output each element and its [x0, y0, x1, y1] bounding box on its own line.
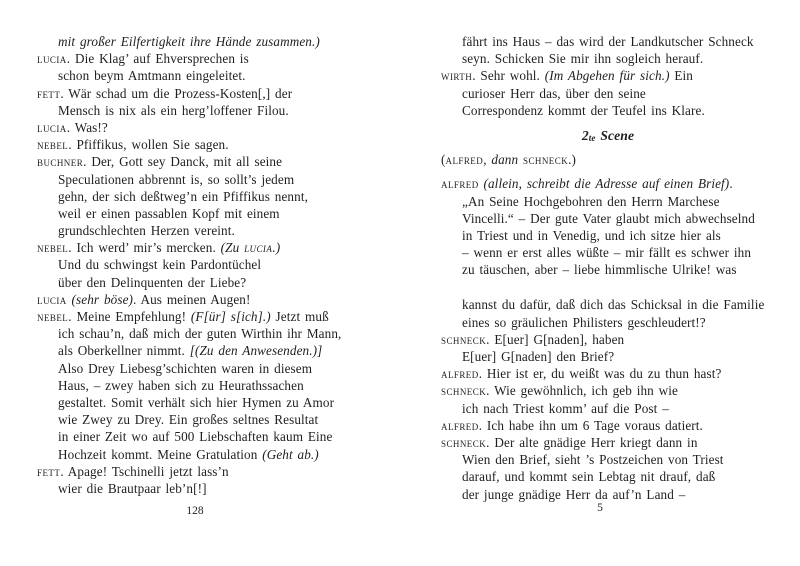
text-segment: E[uer] G[naden] den Brief? [462, 349, 615, 364]
left-page [37, 33, 399, 497]
text-segment: (F[ür] s[ich].) [190, 309, 271, 324]
text-segment: [(Zu den Anwesenden.)] [189, 343, 323, 359]
text-segment: . Wär schad um die Prozess-Kosten[,] der [60, 85, 293, 101]
text-line [37, 480, 399, 497]
text-segment: – wenn er erst alles wüßte – mir fällt es schwer ihn [462, 245, 752, 261]
text-segment: ich schau’n, daß mich der guten Wirthin ihr Mann, [58, 326, 342, 342]
text-line [37, 342, 399, 359]
text-line [37, 428, 399, 445]
text-segment: . Sehr wohl. [472, 68, 545, 84]
text-line [441, 227, 789, 244]
text-segment: lucia [37, 291, 67, 307]
text-line [441, 468, 789, 485]
text-line [441, 67, 789, 84]
vertical-space [441, 278, 789, 296]
text-segment: 2 [581, 127, 589, 143]
text-segment: nebel [37, 240, 69, 256]
text-segment: fährt ins Haus – das wird der Landkutscher Schneck [462, 34, 754, 49]
text-line [441, 348, 789, 365]
text-line [37, 119, 399, 136]
text-line [441, 244, 789, 261]
text-segment: gestaltet. Somit verhält sich hier Hymen zu Amor [58, 394, 335, 410]
text-segment: alfred [441, 176, 479, 192]
text-line [37, 446, 399, 463]
text-segment: schneck [441, 383, 487, 399]
text-segment: Jetzt muß [270, 309, 329, 324]
text-line [37, 153, 399, 170]
text-segment: lucia [244, 240, 273, 256]
vertical-space [441, 168, 789, 175]
text-line [441, 365, 789, 382]
text-segment: alfred [441, 366, 479, 382]
text-segment: . Der, Gott sey Danck, mit all seine [83, 154, 283, 170]
text-line [37, 85, 399, 102]
text-line [37, 188, 399, 205]
text-segment: buchner [37, 154, 84, 170]
text-segment: . Der alte gnädige Herr kriegt dann in [486, 434, 698, 450]
text-segment: Also Drey Liebesg’schichten waren in diesem [58, 360, 313, 376]
text-segment: darauf, und kommt sein Lebtag nit drauf, daß [462, 469, 716, 485]
text-segment: „An Seine Hochgebohren den Herrn Marchese [462, 193, 720, 209]
text-segment: Scene [595, 127, 635, 143]
text-line [441, 151, 789, 168]
text-line [37, 394, 399, 411]
text-line [441, 331, 789, 348]
text-segment: gehn, der sich deßtweg’n ein Pfiffikus nennt, [58, 188, 308, 204]
text-line [37, 171, 399, 188]
text-line [37, 239, 399, 256]
text-segment: . Aus meinen Augen! [133, 291, 251, 307]
text-segment: dann [491, 152, 519, 168]
text-segment: fett [37, 463, 61, 479]
text-segment: Wien den Brief, sieht ’s Postzeichen von Triest [462, 452, 724, 468]
text-line [441, 261, 789, 278]
text-segment: Ein [669, 68, 693, 84]
text-segment: . Apage! Tschinelli jetzt lass’n [60, 463, 229, 479]
text-line [37, 463, 399, 480]
text-segment: Hochzeit kommt. Meine Gratulation [58, 446, 263, 462]
text-segment: weil er einen passablen Kopf mit einem [58, 205, 280, 221]
text-line [37, 205, 399, 222]
text-segment: , [483, 152, 492, 168]
vertical-space [441, 119, 789, 127]
left-page-number: 128 [186, 505, 204, 517]
text-segment: Correspondenz kommt der Teufel ins Klare. [462, 102, 705, 118]
text-segment: schon beym Amtmann eingeleitet. [58, 68, 246, 84]
text-line [441, 486, 789, 503]
right-page-number: 5 [597, 502, 603, 514]
text-line [441, 434, 789, 451]
text-segment: fett [37, 85, 61, 101]
text-segment: Und du schwingst kein Pardontüchel [58, 257, 262, 273]
text-segment: in Triest und in Venedig, und ich sitze hier als [462, 227, 721, 243]
text-line [441, 382, 789, 399]
text-segment: te [588, 132, 596, 143]
text-segment: lucia [37, 119, 67, 135]
text-line [37, 274, 399, 291]
text-segment: wier die Brautpaar leb’n[!] [58, 480, 207, 496]
text-segment: wie Zwey zu Drey. Ein großes seltnes Resultat [58, 412, 319, 428]
text-segment: wirth [441, 68, 473, 84]
text-line [441, 102, 789, 119]
text-segment: (Im Abgehen für sich.) [544, 68, 670, 84]
text-segment: seyn. Schicken Sie mir ihn sogleich herauf. [462, 51, 704, 67]
text-segment: Mensch is nix als ein herg’loffener Filou. [58, 102, 289, 118]
text-segment: Vincelli.“ – Der gute Vater glaubt mich abwechselnd [462, 210, 755, 226]
text-segment: in einer Zeit wo auf 500 Liebschaften kaum Eine [58, 429, 333, 445]
text-line [37, 325, 399, 342]
text-segment: ( [441, 152, 446, 168]
text-segment: alfred [441, 417, 479, 433]
text-segment: (sehr böse) [66, 291, 134, 307]
text-segment: curioser Herr das, über den seine [462, 85, 646, 101]
text-segment: . Hier ist er, du weißt was du zu thun hast? [478, 366, 722, 382]
text-line [441, 451, 789, 468]
text-line [441, 85, 789, 102]
text-segment: . [729, 176, 733, 192]
text-segment: zu täuschen, aber – liebe himmlische Ulrike! was [462, 262, 737, 278]
text-segment: ich nach Triest komm’ auf die Post – [462, 400, 669, 416]
text-segment: als Oberkellner nimmt. [58, 343, 190, 359]
text-segment: nebel [37, 309, 69, 324]
text-segment: (allein, schreibt die Adresse auf einen Brief) [478, 176, 730, 192]
text-segment: . Meine Empfehlung! [68, 309, 191, 324]
text-line [37, 33, 399, 50]
text-segment: lucia [37, 51, 67, 67]
text-line [37, 102, 399, 119]
text-line [37, 222, 399, 239]
scene-heading [441, 127, 789, 144]
text-line [37, 377, 399, 394]
text-segment: . Ich werd’ mir’s mercken. [68, 240, 221, 256]
text-line [441, 417, 789, 434]
text-segment: Haus, – zwey haben sich zu Heurathssachen [58, 377, 304, 393]
text-line [37, 291, 399, 308]
vertical-space [441, 144, 789, 151]
text-segment: (Geht ab.) [262, 446, 319, 462]
text-line [37, 411, 399, 428]
text-line [441, 314, 789, 331]
text-segment: . Was!? [66, 119, 108, 135]
text-segment: der junge gnädige Herr da auf’n Land – [462, 486, 686, 502]
text-segment: .) [568, 152, 577, 168]
text-segment: . Wie gewöhnlich, ich geb ihn wie [486, 383, 679, 399]
text-line [441, 175, 789, 192]
text-line [441, 210, 789, 227]
text-line [441, 296, 789, 313]
text-segment: schneck [441, 434, 487, 450]
text-segment: alfred [445, 152, 484, 168]
text-segment: schneck [522, 152, 569, 168]
text-line [37, 360, 399, 377]
text-line [37, 256, 399, 273]
text-segment: . Ich habe ihn um 6 Tage voraus datiert. [478, 417, 703, 433]
text-segment: .) [272, 240, 281, 256]
text-segment: . Pfiffikus, wollen Sie sagen. [68, 137, 229, 153]
text-segment: mit großer Eilfertigkeit ihre Hände zusammen.) [58, 34, 320, 49]
text-segment: (Zu [220, 240, 245, 256]
text-line [37, 136, 399, 153]
text-line [37, 308, 399, 325]
text-line [37, 50, 399, 67]
text-line [441, 50, 789, 67]
text-line [37, 67, 399, 84]
text-segment: Speculationen abbrennt is, so sollt’s jedem [58, 171, 295, 187]
text-line [441, 33, 789, 50]
text-segment: grundschlechten Herzen vereint. [58, 223, 235, 239]
right-page [441, 33, 789, 503]
text-segment: nebel [37, 137, 69, 153]
text-segment: schneck [441, 331, 487, 347]
text-segment: über den Delinquenten der Liebe? [58, 274, 247, 290]
text-segment: kannst du dafür, daß dich das Schicksal in die Familie [462, 297, 765, 313]
text-segment: . E[uer] G[naden], haben [486, 331, 625, 347]
text-segment: eines so gräulichen Philisters geschleudert!? [462, 314, 706, 330]
text-line [441, 193, 789, 210]
text-segment: . Die Klag’ auf Ehversprechen is [66, 51, 249, 67]
text-line [441, 400, 789, 417]
